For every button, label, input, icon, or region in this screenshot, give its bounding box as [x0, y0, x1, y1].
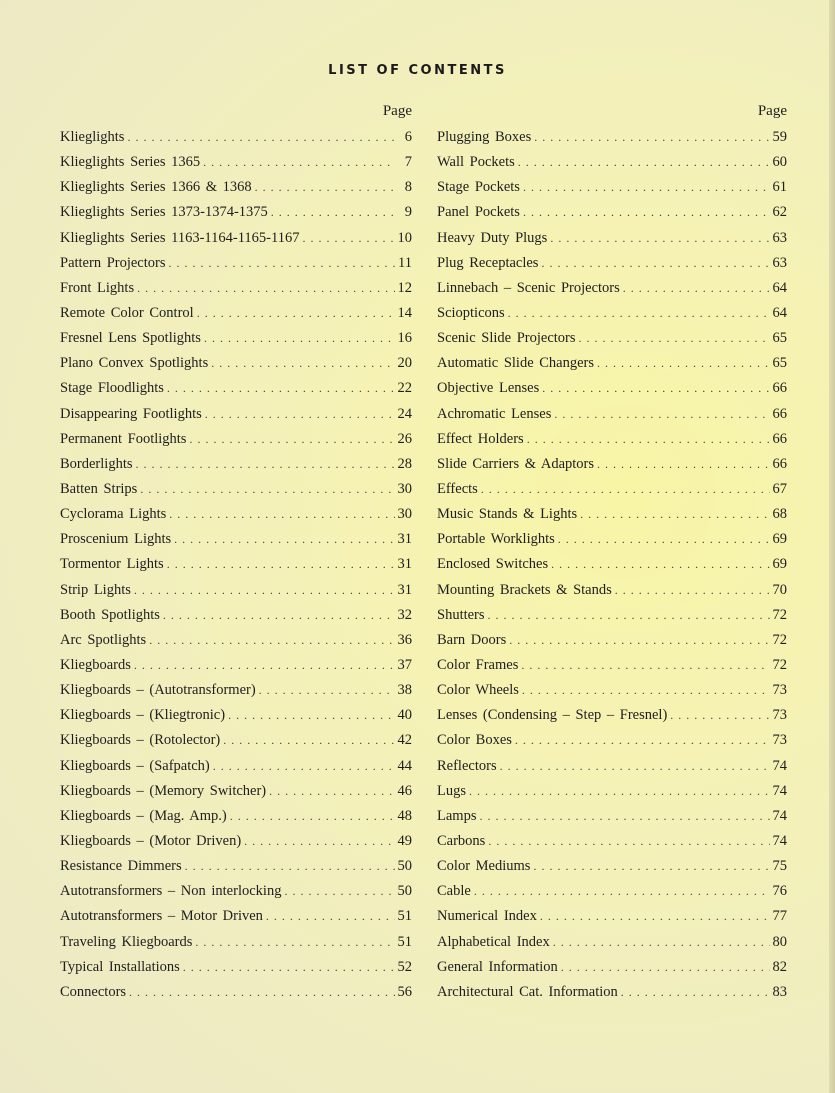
- dot-leader: [488, 603, 770, 628]
- dot-leader: [197, 301, 395, 326]
- entry-label: Linnebach – Scenic Projectors: [437, 279, 620, 296]
- dot-leader: [195, 930, 394, 955]
- contents-entry: [60, 628, 412, 653]
- entry-page-number: 66: [772, 405, 787, 422]
- entry-page-number: 69: [772, 556, 787, 573]
- entry-page-number: 77: [772, 908, 787, 925]
- entry-page-number: 69: [772, 531, 787, 548]
- entry-page-number: 65: [772, 355, 787, 372]
- entry-label: Strip Lights: [60, 581, 131, 598]
- entry-page-number: 30: [397, 480, 412, 497]
- entry-label: Architectural Cat. Information: [437, 983, 618, 1000]
- entry-page-number: 72: [772, 606, 787, 623]
- entry-page-number: 51: [397, 933, 412, 950]
- dot-leader: [597, 351, 769, 376]
- contents-entry: [437, 728, 787, 753]
- contents-entry: [437, 904, 787, 929]
- contents-entry: [60, 904, 412, 929]
- entry-label: Kliegboards – (Memory Switcher): [60, 782, 267, 799]
- entry-page-number: 22: [397, 380, 412, 397]
- entry-label: Color Frames: [437, 656, 519, 673]
- dot-leader: [255, 175, 395, 200]
- entry-label: Klieglights Series 1373-1374-1375: [60, 204, 268, 221]
- dot-leader: [558, 527, 770, 552]
- entry-label: Color Mediums: [437, 858, 531, 875]
- dot-leader: [140, 477, 394, 502]
- contents-entry: [60, 276, 412, 301]
- entry-page-number: 63: [772, 229, 787, 246]
- entry-label: Fresnel Lens Spotlights: [60, 330, 201, 347]
- dot-leader: [244, 829, 394, 854]
- entry-label: Wall Pockets: [437, 154, 515, 171]
- entry-label: Remote Color Control: [60, 304, 194, 321]
- dot-leader: [488, 829, 769, 854]
- entry-page-number: 37: [397, 656, 412, 673]
- dot-leader: [137, 276, 394, 301]
- entry-page-number: 70: [772, 581, 787, 598]
- entry-label: Plano Convex Spotlights: [60, 355, 209, 372]
- dot-leader: [553, 930, 770, 955]
- contents-entry: [60, 376, 412, 401]
- contents-entry: [60, 527, 412, 552]
- contents-entry: [437, 854, 787, 879]
- dot-leader: [127, 125, 395, 150]
- entry-page-number: 31: [397, 531, 412, 548]
- contents-entry: [60, 326, 412, 351]
- dot-leader: [269, 779, 394, 804]
- dot-leader: [523, 200, 770, 225]
- entry-page-number: 51: [397, 908, 412, 925]
- dot-leader: [551, 552, 769, 577]
- dot-leader: [228, 703, 394, 728]
- entry-label: Scenic Slide Projectors: [437, 330, 576, 347]
- dot-leader: [670, 703, 769, 728]
- entry-page-number: 31: [397, 556, 412, 573]
- entry-page-number: 36: [397, 631, 412, 648]
- dot-leader: [522, 678, 770, 703]
- contents-entry: [437, 829, 787, 854]
- entry-label: Tormentor Lights: [60, 556, 164, 573]
- entry-page-number: 59: [772, 129, 787, 145]
- contents-entry: [437, 200, 787, 225]
- entry-page-number: 6: [404, 129, 412, 145]
- entry-label: Music Stands & Lights: [437, 506, 578, 523]
- dot-leader: [597, 452, 769, 477]
- dot-leader: [203, 150, 395, 175]
- dot-leader: [481, 477, 770, 502]
- entry-page-number: 28: [397, 455, 412, 472]
- contents-entry: [437, 477, 787, 502]
- page-edge: [829, 0, 835, 1093]
- entry-label: Batten Strips: [60, 480, 138, 497]
- dot-leader: [533, 854, 769, 879]
- contents-entry: [437, 628, 787, 653]
- contents-entry: [437, 678, 787, 703]
- entry-page-number: 30: [397, 506, 412, 523]
- entry-label: Plugging Boxes: [437, 129, 532, 145]
- entry-label: Slide Carriers & Adaptors: [437, 455, 595, 472]
- entry-label: Carbons: [437, 832, 486, 849]
- entry-label: Achromatic Lenses: [437, 405, 552, 422]
- dot-leader: [521, 653, 769, 678]
- dot-leader: [185, 854, 395, 879]
- dot-leader: [189, 427, 394, 452]
- contents-list-right: [437, 125, 787, 1005]
- page-column-header: Page: [757, 103, 787, 119]
- page-title: LIST OF CONTENTS: [328, 63, 507, 78]
- entry-label: Kliegboards – (Safpatch): [60, 757, 210, 774]
- entry-page-number: 14: [397, 304, 412, 321]
- contents-entry: [437, 930, 787, 955]
- entry-page-number: 67: [772, 480, 787, 497]
- dot-leader: [183, 955, 395, 980]
- entry-label: Klieglights Series 1163-1164-1165-1167: [60, 229, 300, 246]
- entry-page-number: 16: [397, 330, 412, 347]
- contents-column-right: [437, 101, 787, 1005]
- entry-label: Stage Floodlights: [60, 380, 164, 397]
- entry-page-number: 42: [397, 732, 412, 749]
- entry-page-number: 73: [772, 732, 787, 749]
- entry-label: Stage Pockets: [437, 179, 520, 196]
- entry-page-number: 10: [397, 229, 412, 246]
- contents-entry: [60, 175, 412, 200]
- contents-entry: [437, 125, 787, 150]
- entry-page-number: 74: [772, 807, 787, 824]
- entry-label: Autotransformers – Non interlocking: [60, 883, 282, 900]
- dot-leader: [500, 754, 770, 779]
- entry-label: Numerical Index: [437, 908, 537, 925]
- entry-label: Panel Pockets: [437, 204, 520, 221]
- entry-page-number: 20: [397, 355, 412, 372]
- entry-label: Kliegboards – (Autotransformer): [60, 682, 256, 699]
- contents-entry: [60, 351, 412, 376]
- entry-label: Kliegboards – (Kliegtronic): [60, 707, 226, 724]
- contents-entry: [60, 678, 412, 703]
- dot-leader: [134, 653, 395, 678]
- entry-label: Connectors: [60, 983, 127, 1000]
- entry-page-number: 73: [772, 682, 787, 699]
- contents-entry: [60, 578, 412, 603]
- entry-label: Alphabetical Index: [437, 933, 550, 950]
- entry-page-number: 50: [397, 883, 412, 900]
- entry-page-number: 32: [397, 606, 412, 623]
- dot-leader: [550, 226, 769, 251]
- dot-leader: [518, 150, 770, 175]
- entry-page-number: 73: [772, 707, 787, 724]
- dot-leader: [508, 301, 770, 326]
- entry-page-number: 31: [397, 581, 412, 598]
- entry-page-number: 40: [397, 707, 412, 724]
- contents-entry: [437, 703, 787, 728]
- dot-leader: [541, 251, 769, 276]
- contents-entry: [437, 804, 787, 829]
- entry-label: Cable: [437, 883, 471, 900]
- entry-page-number: 76: [772, 883, 787, 900]
- entry-label: Kliegboards: [60, 656, 131, 673]
- contents-entry: [60, 854, 412, 879]
- entry-page-number: 7: [404, 154, 412, 171]
- entry-label: Resistance Dimmers: [60, 858, 182, 875]
- dot-leader: [136, 452, 395, 477]
- contents-entry: [60, 804, 412, 829]
- contents-entry: [60, 125, 412, 150]
- contents-entry: [437, 527, 787, 552]
- dot-leader: [204, 326, 395, 351]
- entry-label: Autotransformers – Motor Driven: [60, 908, 263, 925]
- dot-leader: [527, 427, 770, 452]
- entry-label: Portable Worklights: [437, 531, 555, 548]
- entry-page-number: 68: [772, 506, 787, 523]
- contents-entry: [60, 955, 412, 980]
- entry-label: Lamps: [437, 807, 477, 824]
- entry-page-number: 80: [772, 933, 787, 950]
- entry-label: Kliegboards – (Motor Driven): [60, 832, 242, 849]
- entry-page-number: 46: [397, 782, 412, 799]
- contents-entry: [60, 251, 412, 276]
- dot-leader: [211, 351, 394, 376]
- entry-label: Effect Holders: [437, 430, 524, 447]
- entry-label: Cyclorama Lights: [60, 506, 167, 523]
- dot-leader: [129, 980, 394, 1005]
- entry-page-number: 82: [772, 958, 787, 975]
- contents-entry: [60, 427, 412, 452]
- entry-page-number: 66: [772, 380, 787, 397]
- contents-entry: [60, 930, 412, 955]
- contents-entry: [437, 779, 787, 804]
- entry-label: Klieglights Series 1365: [60, 154, 201, 171]
- contents-entry: [60, 552, 412, 577]
- entry-label: Typical Installations: [60, 958, 180, 975]
- entry-label: Effects: [437, 480, 478, 497]
- entry-label: Kliegboards – (Rotolector): [60, 732, 221, 749]
- entry-label: Permanent Footlights: [60, 430, 187, 447]
- contents-entry: [60, 754, 412, 779]
- entry-page-number: 61: [772, 179, 787, 196]
- dot-leader: [515, 728, 770, 753]
- dot-leader: [561, 955, 770, 980]
- entry-label: Shutters: [437, 606, 485, 623]
- dot-leader: [615, 578, 770, 603]
- contents-entry: [437, 226, 787, 251]
- contents-entry: [60, 200, 412, 225]
- entry-label: Disappearing Footlights: [60, 405, 202, 422]
- entry-label: Booth Spotlights: [60, 606, 160, 623]
- contents-entry: [437, 276, 787, 301]
- dot-leader: [213, 754, 395, 779]
- entry-label: Barn Doors: [437, 631, 507, 648]
- entry-page-number: 66: [772, 430, 787, 447]
- entry-label: Reflectors: [437, 757, 497, 774]
- contents-entry: [437, 351, 787, 376]
- dot-leader: [540, 904, 770, 929]
- entry-page-number: 8: [404, 179, 412, 196]
- contents-entry: [437, 402, 787, 427]
- contents-entry: [437, 754, 787, 779]
- dot-leader: [621, 980, 770, 1005]
- entry-label: Klieglights: [60, 129, 125, 145]
- entry-page-number: 63: [772, 254, 787, 271]
- contents-entry: [60, 879, 412, 904]
- contents-entry: [437, 326, 787, 351]
- entry-page-number: 26: [397, 430, 412, 447]
- entry-label: Kliegboards – (Mag. Amp.): [60, 807, 227, 824]
- entry-label: Color Wheels: [437, 682, 519, 699]
- entry-label: Sciopticons: [437, 304, 505, 321]
- contents-entry: [60, 502, 412, 527]
- entry-page-number: 48: [397, 807, 412, 824]
- contents-entry: [437, 955, 787, 980]
- entry-label: Lugs: [437, 782, 466, 799]
- entry-label: Traveling Kliegboards: [60, 933, 193, 950]
- dot-leader: [167, 552, 395, 577]
- page-column-header: Page: [382, 103, 412, 119]
- contents-entry: [437, 980, 787, 1005]
- entry-page-number: 74: [772, 757, 787, 774]
- dot-leader: [223, 728, 394, 753]
- dot-leader: [259, 678, 395, 703]
- entry-page-number: 66: [772, 455, 787, 472]
- entry-page-number: 12: [397, 279, 412, 296]
- dot-leader: [163, 603, 395, 628]
- dot-leader: [302, 226, 394, 251]
- contents-entry: [437, 603, 787, 628]
- entry-page-number: 52: [397, 958, 412, 975]
- entry-label: General Information: [437, 958, 558, 975]
- dot-leader: [230, 804, 395, 829]
- entry-label: Pattern Projectors: [60, 254, 166, 271]
- contents-entry: [60, 477, 412, 502]
- entry-page-number: 72: [772, 656, 787, 673]
- contents-entry: [437, 427, 787, 452]
- entry-label: Automatic Slide Changers: [437, 355, 595, 372]
- dot-leader: [169, 251, 396, 276]
- entry-page-number: 56: [397, 983, 412, 1000]
- contents-entry: [437, 301, 787, 326]
- entry-page-number: 24: [397, 405, 412, 422]
- contents-entry: [60, 703, 412, 728]
- entry-label: Plug Receptacles: [437, 254, 539, 271]
- dot-leader: [509, 628, 769, 653]
- entry-page-number: 62: [772, 204, 787, 221]
- entry-page-number: 64: [772, 279, 787, 296]
- entry-page-number: 11: [398, 254, 412, 271]
- dot-leader: [205, 402, 395, 427]
- contents-entry: [437, 376, 787, 401]
- contents-entry: [60, 226, 412, 251]
- dot-leader: [534, 125, 769, 150]
- contents-entry: [60, 402, 412, 427]
- entry-label: Objective Lenses: [437, 380, 540, 397]
- entry-page-number: 75: [772, 858, 787, 875]
- entry-page-number: 72: [772, 631, 787, 648]
- dot-leader: [284, 879, 394, 904]
- dot-leader: [271, 200, 395, 225]
- dot-leader: [554, 402, 769, 427]
- entry-label: Arc Spotlights: [60, 631, 147, 648]
- contents-entry: [437, 578, 787, 603]
- contents-entry: [60, 653, 412, 678]
- entry-label: Color Boxes: [437, 732, 512, 749]
- contents-entry: [437, 452, 787, 477]
- dot-leader: [580, 502, 769, 527]
- dot-leader: [167, 376, 395, 401]
- contents-entry: [437, 502, 787, 527]
- contents-entry: [60, 452, 412, 477]
- contents-entry: [60, 150, 412, 175]
- dot-leader: [542, 376, 769, 401]
- entry-label: Klieglights Series 1366 & 1368: [60, 179, 252, 196]
- dot-leader: [474, 879, 770, 904]
- entry-page-number: 50: [397, 858, 412, 875]
- contents-entry: [437, 175, 787, 200]
- dot-leader: [149, 628, 394, 653]
- contents-column-left: [60, 101, 412, 1005]
- contents-list-left: [60, 125, 412, 1005]
- dot-leader: [266, 904, 395, 929]
- entry-label: Mounting Brackets & Stands: [437, 581, 612, 598]
- entry-label: Heavy Duty Plugs: [437, 229, 548, 246]
- entry-page-number: 65: [772, 330, 787, 347]
- contents-entry: [60, 301, 412, 326]
- dot-leader: [623, 276, 770, 301]
- contents-entry: [60, 829, 412, 854]
- contents-entry: [437, 653, 787, 678]
- entry-label: Borderlights: [60, 455, 133, 472]
- contents-entry: [437, 552, 787, 577]
- dot-leader: [479, 804, 769, 829]
- entry-page-number: 49: [397, 832, 412, 849]
- entry-page-number: 74: [772, 782, 787, 799]
- contents-entry: [60, 603, 412, 628]
- contents-entry: [60, 728, 412, 753]
- dot-leader: [523, 175, 770, 200]
- entry-page-number: 74: [772, 832, 787, 849]
- entry-label: Enclosed Switches: [437, 556, 549, 573]
- entry-page-number: 44: [397, 757, 412, 774]
- dot-leader: [469, 779, 770, 804]
- contents-entry: [437, 251, 787, 276]
- entry-page-number: 38: [397, 682, 412, 699]
- entry-label: Front Lights: [60, 279, 135, 296]
- contents-entry: [437, 879, 787, 904]
- contents-entry: [60, 980, 412, 1005]
- dot-leader: [169, 502, 394, 527]
- entry-page-number: 83: [772, 983, 787, 1000]
- dot-leader: [134, 578, 395, 603]
- entry-page-number: 64: [772, 304, 787, 321]
- entry-label: Lenses (Condensing – Step – Fresnel): [437, 707, 668, 724]
- contents-entry: [60, 779, 412, 804]
- entry-page-number: 9: [404, 204, 412, 221]
- contents-entry: [437, 150, 787, 175]
- dot-leader: [579, 326, 770, 351]
- entry-page-number: 60: [772, 154, 787, 171]
- dot-leader: [174, 527, 394, 552]
- entry-label: Proscenium Lights: [60, 531, 172, 548]
